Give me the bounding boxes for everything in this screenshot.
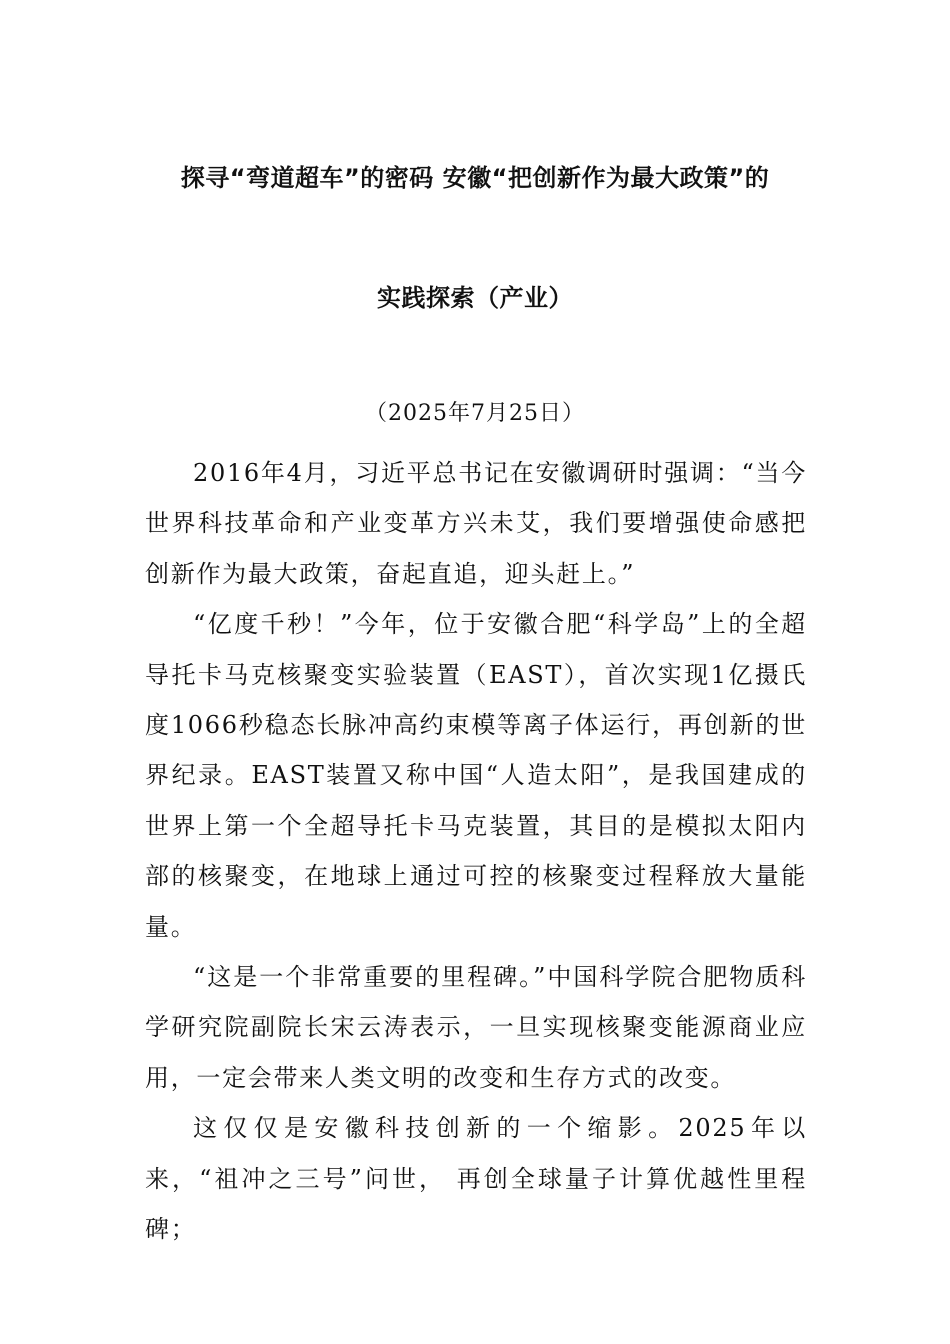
paragraph-1: 2016年4月，习近平总书记在安徽调研时强调：“当今世界科技革命和产业变革方兴未艾，我们要增强使命感把创新作为最大政策，奋起直追，迎头赶上。” [145, 459, 807, 588]
paragraph-3: “这是一个非常重要的里程碑。”中国科学院合肥物质科学研究院副院长宋云涛表示，一旦实现核聚变能源商业应用，一定会带来人类文明的改变和生存方式的改变。 [145, 963, 807, 1092]
paragraph-4: 这仅仅是安徽科技创新的一个缩影。2025年以来，“祖冲之三号”问世， 再创全球量子计算优越性里程碑； [145, 1114, 807, 1244]
paragraph-2: “亿度千秒！”今年，位于安徽合肥“科学岛”上的全超导托卡马克核聚变实验装置（EAST），首次实现1亿摄氏度1066秒稳态长脉冲高约束模等离子体运行，再创新的世界纪录。EAST装置又称中国“人造太阳”，是我国建成的世界上第一个全超导托卡马克装置，其目的是模拟太阳内部的核聚变，在地球上通过可控的核聚变过程释放大量能量。 [145, 610, 807, 941]
publish-date: （2025年7月25日） [365, 401, 585, 426]
title-line-2: 实践探索（产业） [377, 284, 573, 312]
title-line-1: 探寻“弯道超车”的密码 安徽“把创新作为最大政策”的 [180, 164, 770, 192]
article-body [145, 448, 807, 1255]
